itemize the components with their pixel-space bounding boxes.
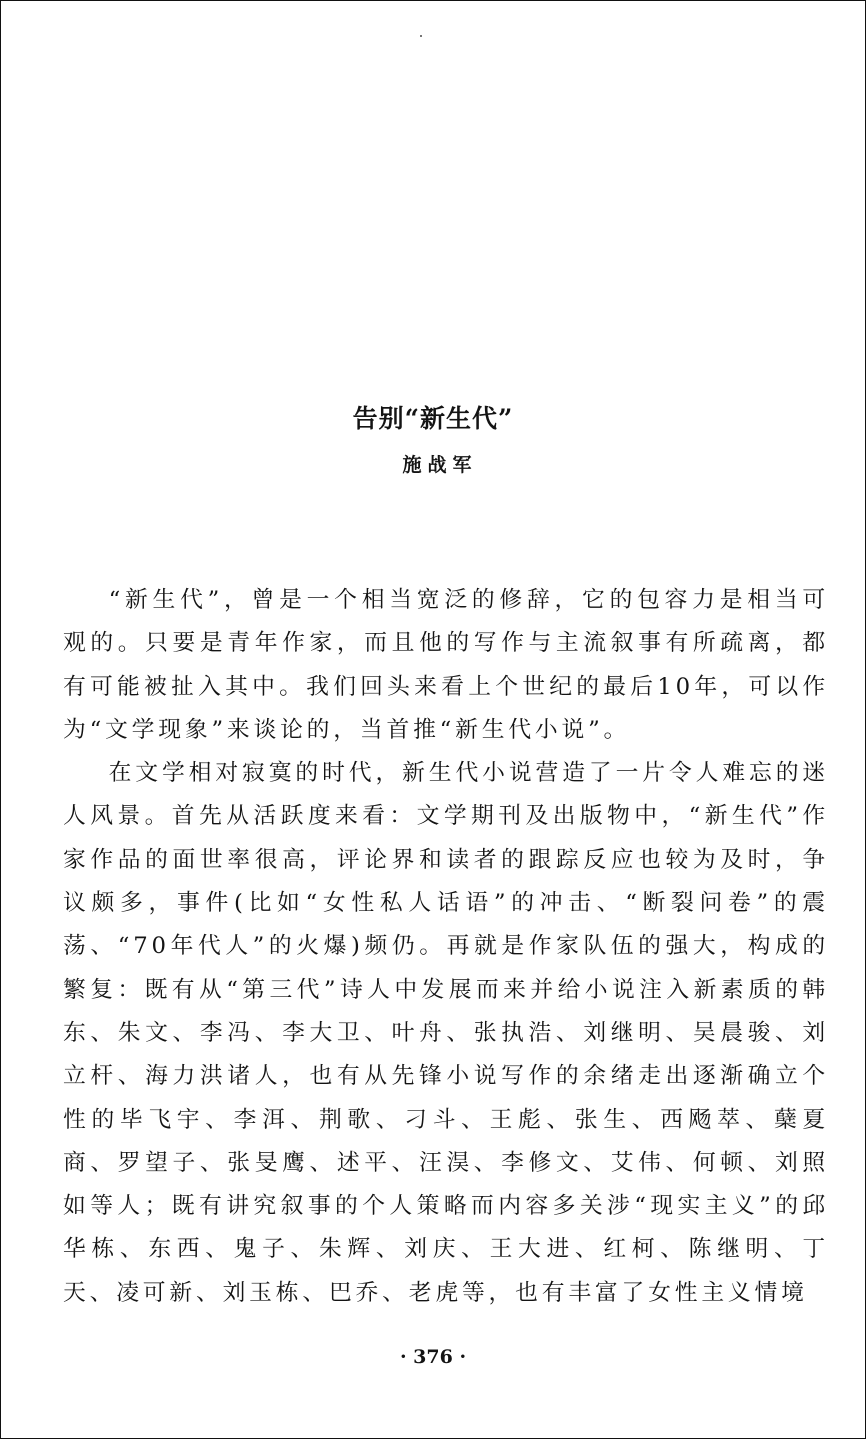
page-number: · 376 ·: [399, 1346, 467, 1368]
body-paragraph-2: 在文学相对寂寞的时代，新生代小说营造了一片令人难忘的迷人风景。首先从活跃度来看：文学期刊及出版物中，“新生代”作家作品的面世率很高，评论界和读者的跟踪反应也较为及时，争议颇多，事件(比如“女性私人话语”的冲击、“断裂问卷”的震荡、“70年代人”的火爆)频仍。再就是作家队伍的强大，构成的繁复：既有从“第三代”诗人中发展而来并给小说注入新素质的韩东、朱文、李冯、李大卫、叶舟、张执浩、刘继明、吴晨骏、刘立杆、海力洪诸人，也有从先锋小说写作的余绪走出逐渐确立个性的毕飞宇、李洱、荆歌、刁斗、王彪、张生、西飏萃、蘖夏商、罗望子、张旻鹰、述平、汪淏、李修文、艾伟、何顿、刘照如等人；既有讲究叙事的个人策略而内容多关涉“现实主义”的邱华栋、东西、鬼子、朱辉、刘庆、王大进、红柯、陈继明、丁天、凌可新、刘玉栋、巴乔、老虎等，也有丰富了女性主义情境: [63, 760, 829, 1306]
scan-speck: [420, 35, 422, 37]
article-title: 告别“新生代”: [352, 404, 514, 433]
article-author: 施战军: [402, 454, 478, 476]
body-paragraph-1: “新生代”，曾是一个相当宽泛的修辞，它的包容力是相当可观的。只要是青年作家，而且他的写作与主流叙事有所疏离，都有可能被扯入其中。我们回头来看上个世纪的最后10年，可以作为“文学现象”来谈论的，当首推“新生代小说”。: [63, 587, 829, 743]
article-body: [63, 579, 829, 1315]
